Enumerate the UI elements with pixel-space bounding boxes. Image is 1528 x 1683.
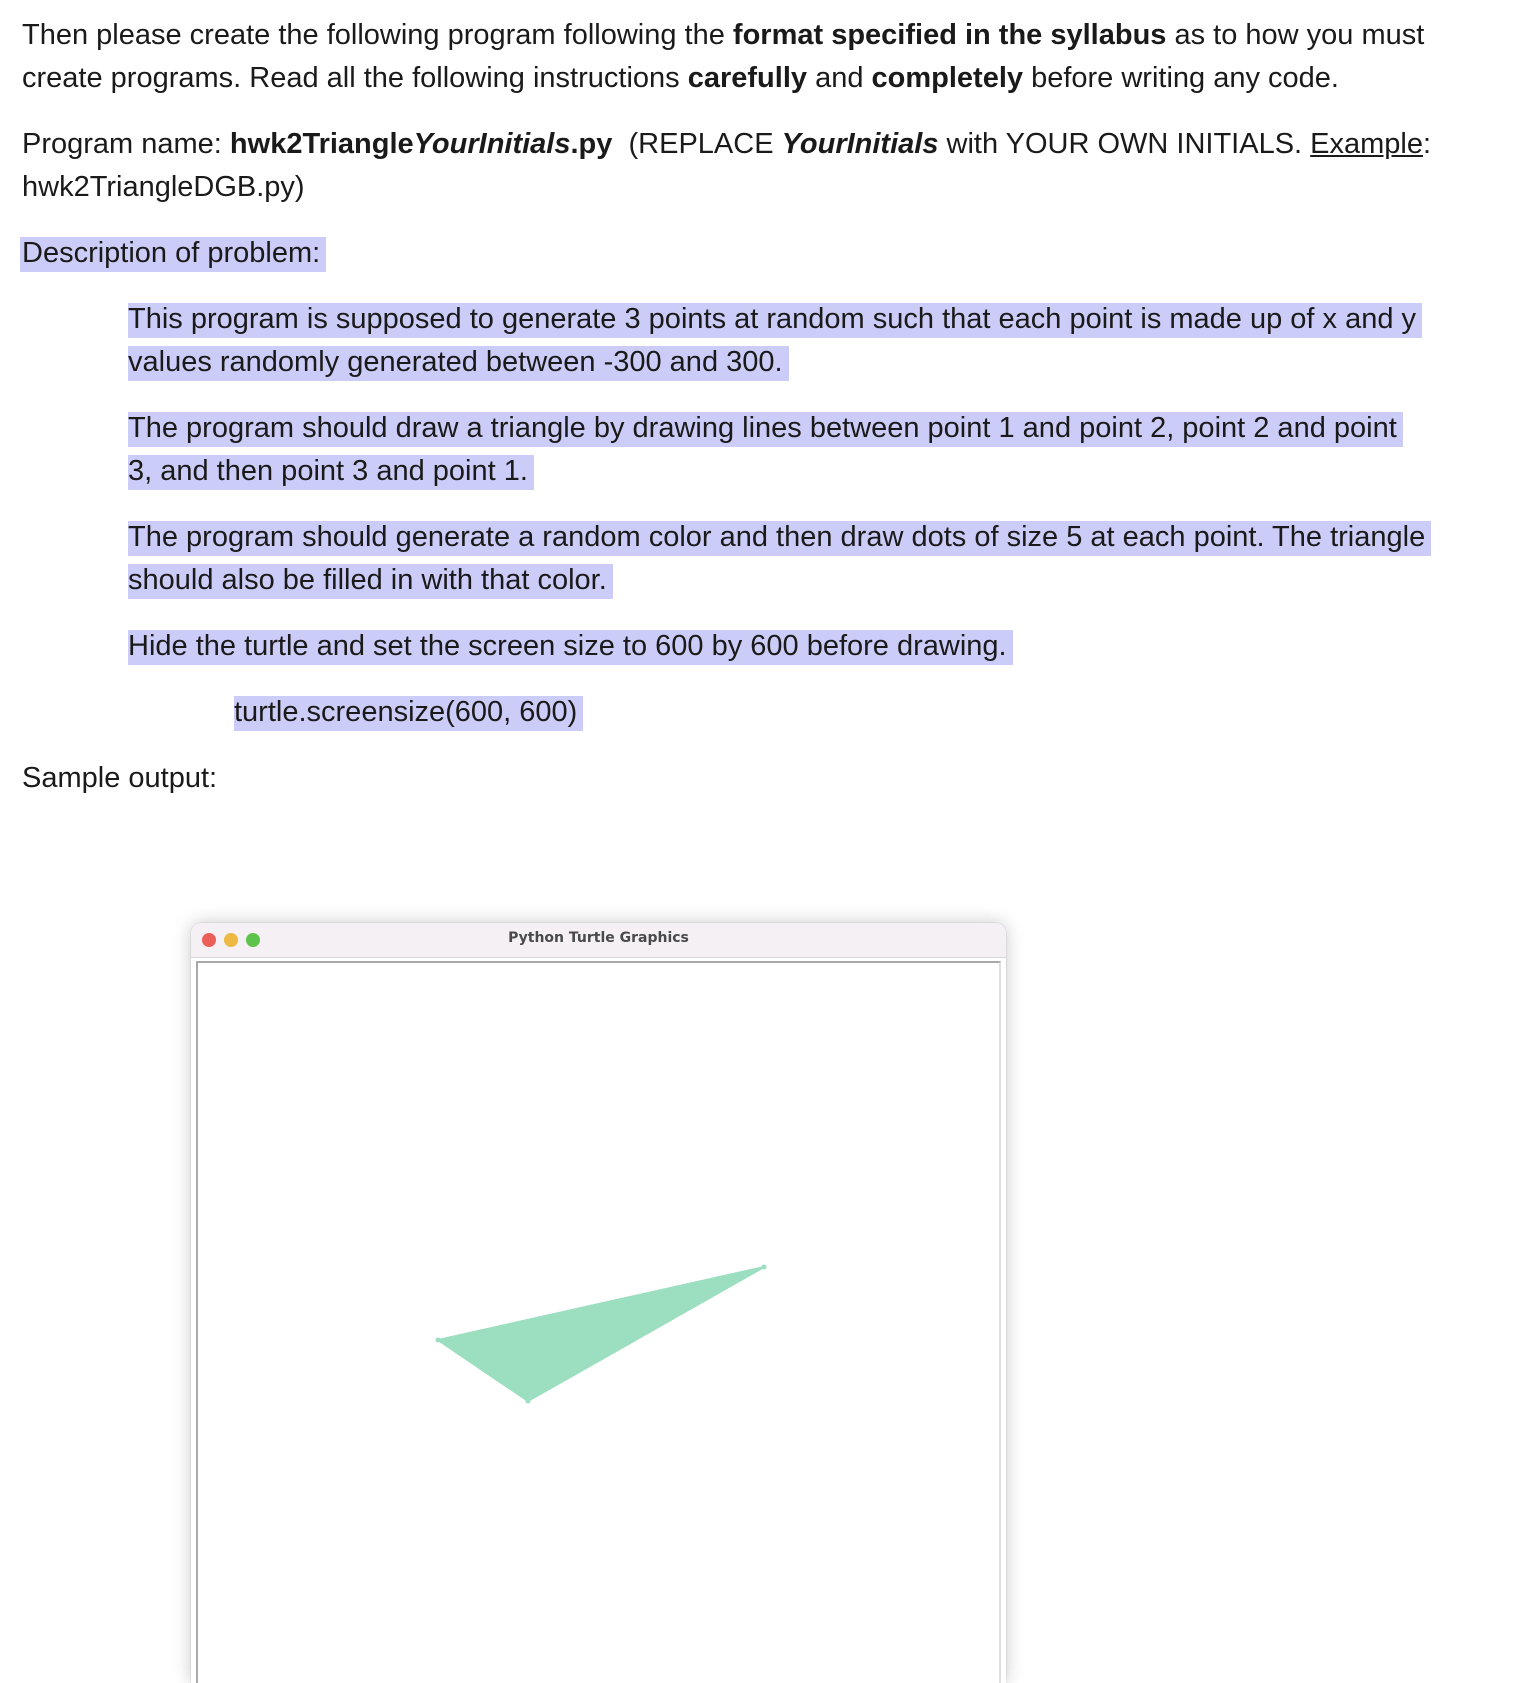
description-heading — [20, 232, 1492, 275]
example-file: hwk2TriangleDGB.py) — [22, 171, 305, 203]
program-file-initials: YourInitials — [413, 128, 571, 160]
program-file-prefix: hwk2Triangle — [229, 128, 414, 160]
intro-text-3: and — [807, 62, 872, 94]
description-p4-text: Hide the turtle and set the screen size to 600 by 600 before drawing. — [128, 630, 1013, 665]
code-line-text: turtle.screensize(600, 600) — [234, 696, 583, 731]
sample-output-label — [22, 757, 1492, 800]
sample-output-label-text: Sample output: — [22, 762, 218, 794]
intro-paragraph — [22, 14, 1492, 100]
program-file-ext: .py — [570, 128, 613, 160]
description-heading-text: Description of problem: — [20, 237, 326, 272]
program-name-label: Program name: — [22, 128, 230, 160]
example-colon: : — [1423, 128, 1440, 160]
intro-text-4: before writing any code. — [1023, 62, 1339, 94]
triangle-vertex-dot-2 — [526, 1399, 531, 1404]
turtle-graphics-window — [191, 923, 1006, 1683]
triangle-vertex-dot-3 — [762, 1265, 767, 1270]
turtle-canvas-svg — [198, 963, 999, 1683]
replace-rest: with YOUR OWN INITIALS. — [938, 128, 1311, 160]
replace-word: YourInitials — [781, 128, 939, 160]
document-body — [22, 14, 1492, 823]
replace-open: (REPLACE — [612, 128, 782, 160]
turtle-canvas — [196, 961, 1001, 1683]
window-titlebar[interactable] — [191, 923, 1006, 958]
program-name-paragraph — [22, 123, 1492, 209]
intro-bold-carefully: carefully — [687, 62, 808, 94]
window-title: Python Turtle Graphics — [508, 930, 689, 946]
intro-text-1: Then please create the following program following the — [22, 19, 733, 51]
description-p3-text: The program should generate a random color and then draw dots of size 5 at each point. The triangle should also be filled in with that color. — [128, 521, 1431, 599]
example-label: Example — [1310, 128, 1423, 160]
filled-triangle — [438, 1267, 764, 1401]
description-paragraph-1 — [128, 298, 1428, 384]
intro-text-2: as to how you must create programs. Read all the following instructions — [22, 19, 1425, 94]
description-p2-text: The program should draw a triangle by drawing lines between point 1 and point 2, point 2 and point 3, and then point 3 and point 1. — [128, 412, 1403, 490]
description-paragraph-4 — [128, 625, 1428, 668]
description-paragraph-2 — [128, 407, 1428, 493]
triangle-vertex-dot-1 — [436, 1338, 441, 1343]
description-paragraph-3 — [128, 516, 1428, 602]
code-line — [234, 691, 1492, 734]
intro-bold-format: format specified in the syllabus — [732, 19, 1167, 51]
description-p1-text: This program is supposed to generate 3 points at random such that each point is made up of x and y values randomly generated between -300 and 300. — [128, 303, 1422, 381]
intro-bold-completely: completely — [871, 62, 1024, 94]
